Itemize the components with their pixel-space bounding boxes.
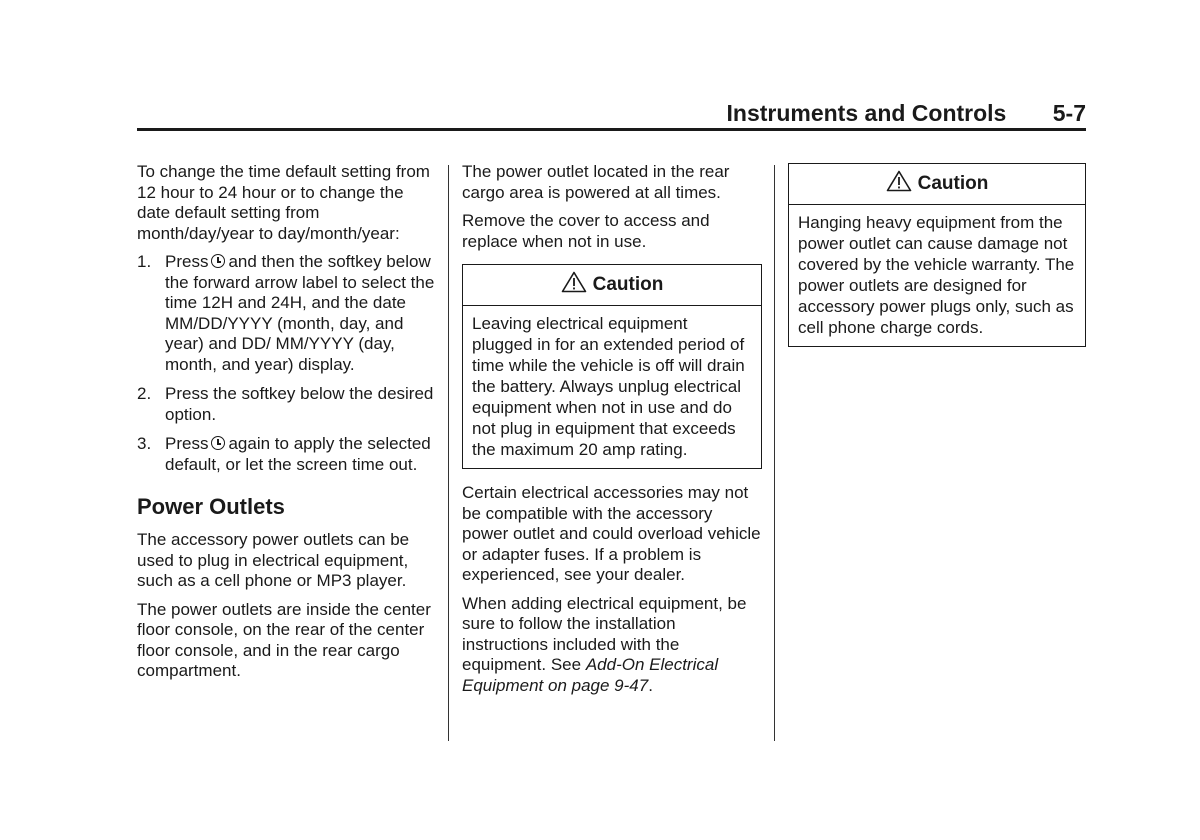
step-item (137, 434, 437, 475)
step-item (137, 252, 437, 375)
paragraph-text: When adding electrical equipment, be sure to follow the installation instructions included with the equipment. See (462, 593, 747, 674)
caution-text: Hanging heavy equipment from the power outlet can cause damage not covered by the vehicle warranty. The power outlets are designed for accessory power plugs only, such as cell phone charge cords. (798, 213, 1075, 337)
clock-icon (211, 436, 225, 450)
paragraph: The accessory power outlets can be used to plug in electrical equipment, such as a cell phone or MP3 player. (137, 530, 410, 590)
power-outlets-heading: Power Outlets (137, 494, 285, 519)
steps-list (137, 252, 437, 475)
caution-header (789, 164, 1085, 205)
intro-paragraph: To change the time default setting from 12 hour to 24 hour or to change the date default setting from month/day/year to day/month/year: (137, 162, 430, 243)
clock-icon (211, 254, 225, 268)
paragraph: Certain electrical accessories may not be compatible with the accessory power outlet and could overload vehicle or adapter fuses. If a problem is experienced, see your dealer. (462, 483, 761, 584)
step-text-post: and then the softkey below the forward arrow label to select the time 12H and 24H, and the date MM/DD/YYYY (month, day, and year) and DD/ MM/YYYY (day, month, and year) display. (165, 252, 435, 374)
cross-reference: Add-On Electrical Equipment on page 9-47 (462, 655, 719, 695)
paragraph: The power outlets are inside the center floor console, on the rear of the center floor console, and in the rear cargo compartment. (137, 599, 431, 680)
section-title: Instruments and Controls (726, 100, 1007, 126)
caution-label: Caution (592, 274, 664, 295)
warning-triangle-icon (886, 170, 912, 192)
column-3 (788, 163, 1086, 361)
step-number: 1. (137, 252, 152, 271)
caution-label: Caution (917, 173, 989, 194)
column-divider-1 (448, 165, 449, 741)
step-item (137, 384, 437, 425)
caution-box (788, 163, 1086, 347)
paragraph-end: . (648, 675, 653, 695)
step-text-post: again to apply the selected default, or let the screen time out. (165, 434, 431, 474)
step-text: Press the softkey below the desired option. (165, 384, 434, 424)
caution-header (463, 265, 761, 306)
column-2 (462, 162, 762, 704)
column-1 (137, 162, 437, 690)
step-number: 3. (137, 434, 152, 453)
caution-text: Leaving electrical equipment plugged in for an extended period of time while the vehicle is off will drain the battery. Always unplug electrical equipment when not in use and do not plug in equipment that exceeds the maximum 20 amp rating. (472, 314, 745, 459)
paragraph (462, 594, 762, 697)
page-header (137, 100, 1086, 126)
paragraph: The power outlet located in the rear cargo area is powered at all times. (462, 162, 730, 202)
step-text-pre: Press (165, 252, 209, 271)
step-text-pre: Press (165, 434, 209, 453)
paragraph: Remove the cover to access and replace when not in use. (462, 211, 710, 251)
column-divider-2 (774, 165, 775, 741)
step-number: 2. (137, 384, 152, 403)
warning-triangle-icon (561, 271, 587, 293)
caution-box (462, 264, 762, 469)
page-number: 5-7 (1052, 100, 1086, 126)
header-rule (137, 128, 1086, 131)
